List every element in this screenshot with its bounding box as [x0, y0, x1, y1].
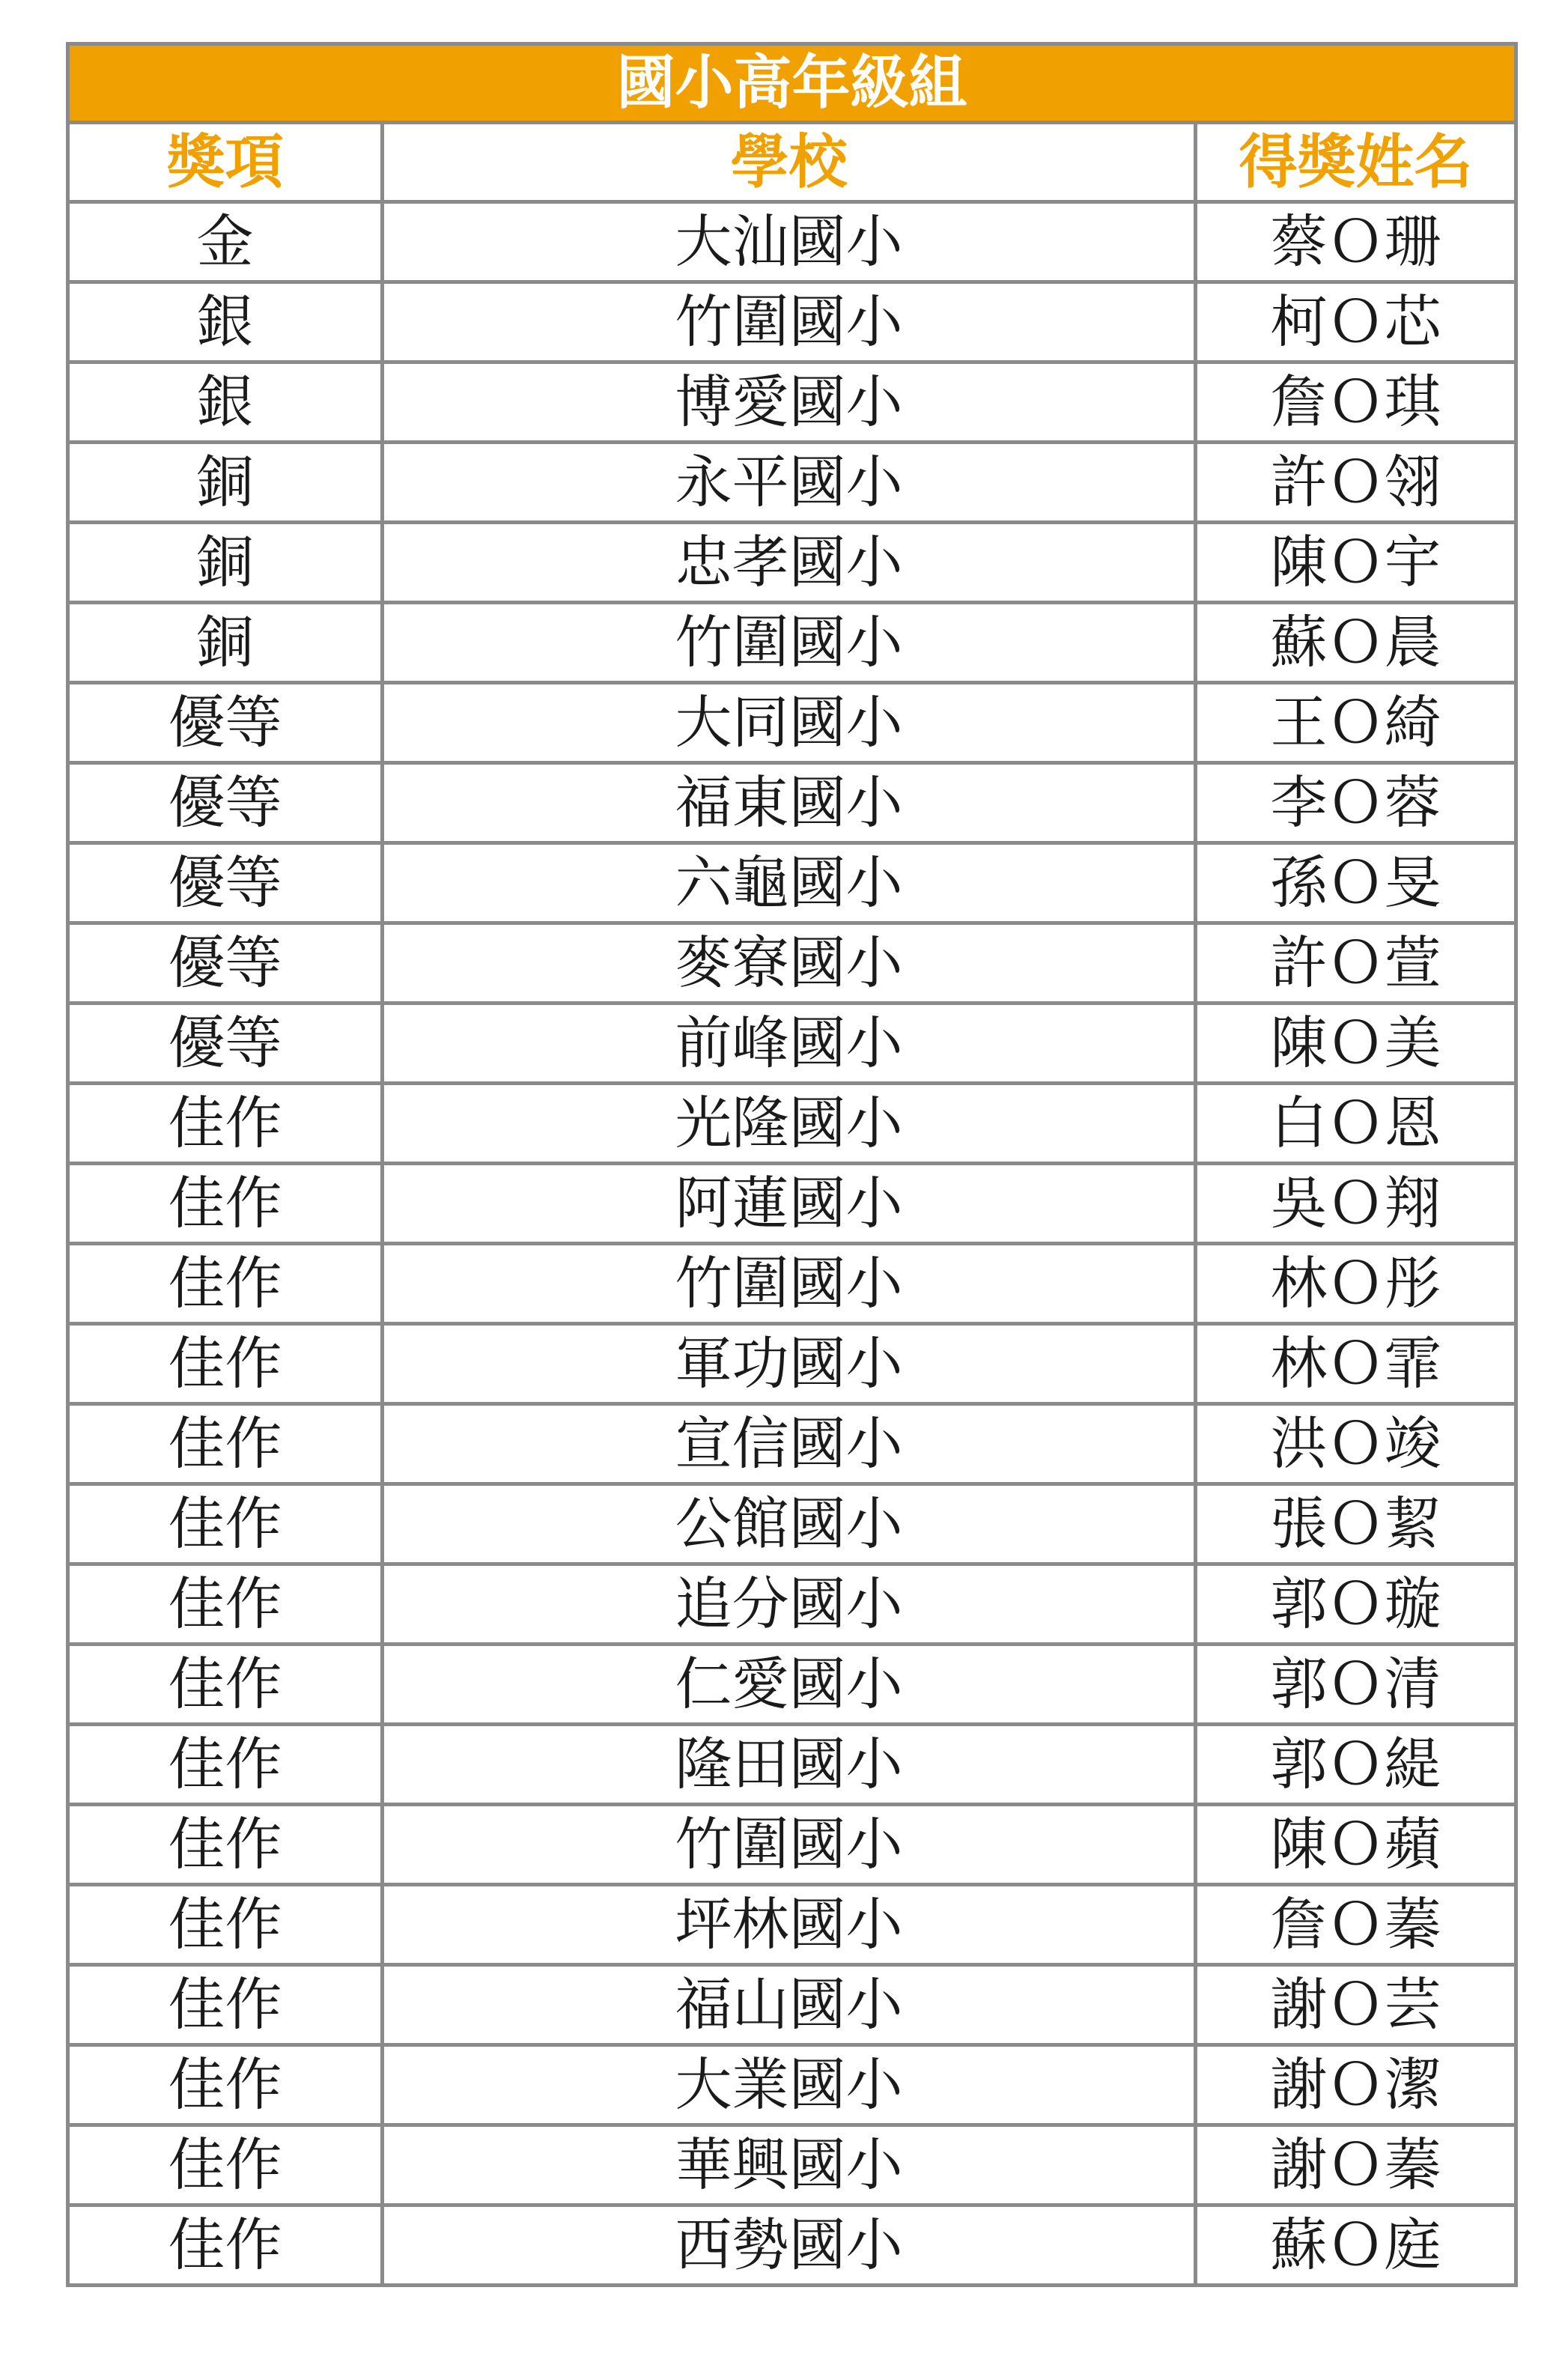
table-row: [68, 1404, 1516, 1484]
cell-school: 大汕國小: [383, 202, 1196, 282]
cell-school: 麥寮國小: [383, 923, 1196, 1004]
cell-award: 銅: [68, 603, 383, 683]
table-row: [68, 2045, 1516, 2125]
cell-name: 蘇Ｏ晨: [1196, 603, 1516, 683]
cell-award: 佳作: [68, 1164, 383, 1244]
cell-name: 蔡Ｏ珊: [1196, 202, 1516, 282]
cell-name: 洪Ｏ竣: [1196, 1404, 1516, 1484]
cell-award: 佳作: [68, 1484, 383, 1564]
cell-name: 陳Ｏ美: [1196, 1004, 1516, 1084]
cell-award: 佳作: [68, 1084, 383, 1164]
cell-award: 佳作: [68, 2045, 383, 2125]
cell-school: 竹圍國小: [383, 1805, 1196, 1885]
cell-school: 六龜國小: [383, 843, 1196, 923]
cell-award: 佳作: [68, 1324, 383, 1404]
table-row: [68, 202, 1516, 282]
cell-school: 仁愛國小: [383, 1645, 1196, 1725]
table-row: [68, 763, 1516, 843]
cell-school: 大同國小: [383, 683, 1196, 763]
table-body: [68, 202, 1516, 2286]
cell-award: 佳作: [68, 2205, 383, 2286]
cell-name: 謝Ｏ芸: [1196, 1965, 1516, 2045]
cell-name: 詹Ｏ蓁: [1196, 1885, 1516, 1965]
cell-award: 優等: [68, 923, 383, 1004]
cell-award: 佳作: [68, 1645, 383, 1725]
cell-school: 西勢國小: [383, 2205, 1196, 2286]
cell-school: 軍功國小: [383, 1324, 1196, 1404]
table-row: [68, 362, 1516, 443]
table-row: [68, 683, 1516, 763]
cell-school: 竹圍國小: [383, 282, 1196, 362]
table-row: [68, 1004, 1516, 1084]
table-row: [68, 2125, 1516, 2205]
cell-award: 佳作: [68, 2125, 383, 2205]
cell-award: 優等: [68, 763, 383, 843]
cell-name: 許Ｏ翎: [1196, 443, 1516, 523]
header-award: 獎項: [68, 123, 383, 202]
table-header-row: [68, 123, 1516, 202]
table-row: [68, 1564, 1516, 1645]
table-row: [68, 1244, 1516, 1324]
cell-school: 大業國小: [383, 2045, 1196, 2125]
cell-name: 柯Ｏ芯: [1196, 282, 1516, 362]
cell-school: 竹圍國小: [383, 603, 1196, 683]
table-row: [68, 1805, 1516, 1885]
cell-award: 佳作: [68, 1404, 383, 1484]
cell-school: 忠孝國小: [383, 523, 1196, 603]
cell-school: 公館國小: [383, 1484, 1196, 1564]
cell-name: 許Ｏ萱: [1196, 923, 1516, 1004]
cell-award: 佳作: [68, 1965, 383, 2045]
table-row: [68, 282, 1516, 362]
cell-school: 福山國小: [383, 1965, 1196, 2045]
table-row: [68, 523, 1516, 603]
cell-award: 銀: [68, 282, 383, 362]
cell-name: 林Ｏ彤: [1196, 1244, 1516, 1324]
cell-name: 郭Ｏ緹: [1196, 1725, 1516, 1805]
cell-school: 阿蓮國小: [383, 1164, 1196, 1244]
cell-award: 優等: [68, 683, 383, 763]
cell-name: 陳Ｏ宇: [1196, 523, 1516, 603]
cell-award: 銀: [68, 362, 383, 443]
table-title: 國小高年級組: [68, 44, 1516, 123]
cell-name: 陳Ｏ蘋: [1196, 1805, 1516, 1885]
cell-school: 博愛國小: [383, 362, 1196, 443]
cell-name: 吳Ｏ翔: [1196, 1164, 1516, 1244]
cell-school: 竹圍國小: [383, 1244, 1196, 1324]
cell-name: 白Ｏ恩: [1196, 1084, 1516, 1164]
cell-name: 詹Ｏ琪: [1196, 362, 1516, 443]
cell-school: 華興國小: [383, 2125, 1196, 2205]
table-row: [68, 1725, 1516, 1805]
cell-school: 前峰國小: [383, 1004, 1196, 1084]
table-title-row: [68, 44, 1516, 123]
table-row: [68, 923, 1516, 1004]
cell-school: 追分國小: [383, 1564, 1196, 1645]
cell-name: 蘇Ｏ庭: [1196, 2205, 1516, 2286]
cell-award: 佳作: [68, 1564, 383, 1645]
table-row: [68, 843, 1516, 923]
cell-name: 謝Ｏ潔: [1196, 2045, 1516, 2125]
table-row: [68, 1164, 1516, 1244]
cell-name: 王Ｏ綺: [1196, 683, 1516, 763]
cell-award: 銅: [68, 443, 383, 523]
table-row: [68, 1324, 1516, 1404]
cell-name: 孫Ｏ旻: [1196, 843, 1516, 923]
cell-award: 優等: [68, 1004, 383, 1084]
cell-school: 隆田國小: [383, 1725, 1196, 1805]
cell-award: 金: [68, 202, 383, 282]
cell-school: 福東國小: [383, 763, 1196, 843]
table-row: [68, 1965, 1516, 2045]
cell-name: 郭Ｏ璇: [1196, 1564, 1516, 1645]
cell-award: 佳作: [68, 1725, 383, 1805]
cell-school: 宣信國小: [383, 1404, 1196, 1484]
cell-school: 永平國小: [383, 443, 1196, 523]
cell-name: 張Ｏ絜: [1196, 1484, 1516, 1564]
cell-award: 佳作: [68, 1885, 383, 1965]
award-table: [66, 42, 1518, 2287]
cell-name: 李Ｏ蓉: [1196, 763, 1516, 843]
cell-award: 銅: [68, 523, 383, 603]
header-school: 學校: [383, 123, 1196, 202]
table-row: [68, 1645, 1516, 1725]
cell-school: 坪林國小: [383, 1885, 1196, 1965]
cell-name: 林Ｏ霏: [1196, 1324, 1516, 1404]
cell-name: 郭Ｏ清: [1196, 1645, 1516, 1725]
table-row: [68, 2205, 1516, 2286]
cell-award: 佳作: [68, 1805, 383, 1885]
cell-award: 佳作: [68, 1244, 383, 1324]
cell-award: 優等: [68, 843, 383, 923]
table-row: [68, 443, 1516, 523]
cell-school: 光隆國小: [383, 1084, 1196, 1164]
cell-name: 謝Ｏ蓁: [1196, 2125, 1516, 2205]
table-row: [68, 1084, 1516, 1164]
table-row: [68, 1885, 1516, 1965]
table-row: [68, 603, 1516, 683]
table-row: [68, 1484, 1516, 1564]
header-name: 得獎姓名: [1196, 123, 1516, 202]
